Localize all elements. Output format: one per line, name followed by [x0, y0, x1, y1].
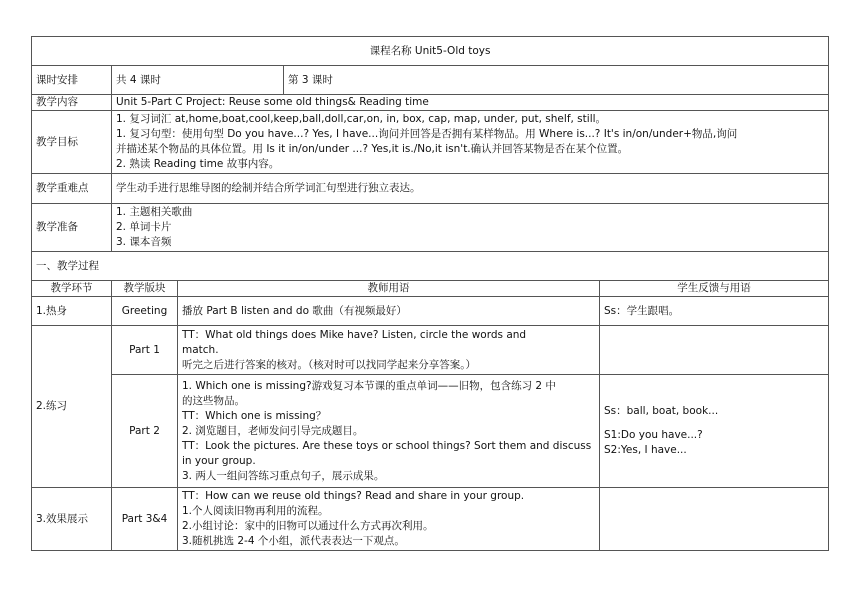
goal-line: 并描述某个物品的具体位置。用 Is it in/on/under ...? Yes,it is./No,it isn't.确认并回答某物是否在某个位置。 [116, 143, 629, 155]
teacher-line: 听完之后进行答案的核对。（核对时可以找同学起来分享答案。） [182, 358, 476, 371]
preparation-item: 1. 主题相关歌曲 [116, 206, 193, 218]
part1-teacher [178, 326, 600, 375]
show-stage: 3.效果展示 [32, 488, 112, 551]
goals-label: 教学目标 [32, 111, 112, 174]
header-section: 教学版块 [112, 281, 178, 297]
teacher-line: match. [182, 343, 219, 356]
header-student: 学生反馈与用语 [600, 281, 829, 297]
warmup-teacher: 播放 Part B listen and do 歌曲（有视频最好） [178, 297, 600, 326]
preparation-list [112, 204, 829, 252]
show-section: Part 3&4 [112, 488, 178, 551]
teacher-line: 2. 浏览题目，老师发问引导完成题目。 [182, 424, 364, 437]
part2-student [600, 375, 829, 488]
content-label: 教学内容 [32, 95, 112, 111]
lesson-plan-table [31, 36, 829, 551]
process-title: 一、教学过程 [32, 252, 829, 281]
student-line: S2:Yes, I have... [604, 444, 687, 456]
schedule-current: 第 3 课时 [284, 66, 829, 95]
teacher-line: TT：Look the pictures. Are these toys or school things? Sort them and discuss [182, 439, 592, 452]
key-points-text: 学生动手进行思维导图的绘制并结合所学词汇句型进行独立表达。 [112, 174, 829, 204]
header-teacher: 教师用语 [178, 281, 600, 297]
goal-line: 1. 复习句型：使用句型 Do you have...? Yes, I have...询问并回答是否拥有某样物品。用 Where is...? It's in/on/under+物品,询问 [116, 128, 738, 140]
goal-line: 2. 熟读 Reading time 故事内容。 [116, 158, 280, 170]
teacher-line: 3.随机挑选 2-4 个小组，派代表表达一下观点。 [182, 535, 405, 547]
teacher-line: 1.个人阅读旧物再利用的流程。 [182, 505, 329, 517]
schedule-total: 共 4 课时 [112, 66, 284, 95]
header-stage: 教学环节 [32, 281, 112, 297]
teacher-line: in your group. [182, 454, 256, 467]
preparation-item: 2. 单词卡片 [116, 221, 172, 233]
teacher-line: TT：How can we reuse old things? Read and share in your group. [182, 490, 525, 502]
part2-section: Part 2 [112, 375, 178, 488]
warmup-student: Ss：学生跟唱。 [600, 297, 829, 326]
student-line: Ss：ball, boat, book... [604, 405, 719, 417]
preparation-item: 3. 课本音频 [116, 236, 172, 248]
preparation-label: 教学准备 [32, 204, 112, 252]
teacher-line: 1. Which one is missing?游戏复习本节课的重点单词——旧物，包含练习 2 中 [182, 379, 556, 392]
goals-text [112, 111, 829, 174]
teacher-line: TT：Which one is missing？ [182, 409, 327, 422]
teacher-line: TT：What old things does Mike have? Listen, circle the words and [182, 328, 527, 341]
content-text: Unit 5-Part C Project: Reuse some old things& Reading time [112, 95, 829, 111]
course-title: 课程名称 Unit5-Old toys [32, 37, 829, 66]
warmup-section: Greeting [112, 297, 178, 326]
part2-teacher [178, 375, 600, 488]
practice-stage: 2.练习 [32, 326, 112, 488]
warmup-stage: 1.热身 [32, 297, 112, 326]
show-student [600, 488, 829, 551]
key-points-label: 教学重难点 [32, 174, 112, 204]
teacher-line: 3. 两人一组问答练习重点句子，展示成果。 [182, 469, 385, 482]
part1-student [600, 326, 829, 375]
teacher-line: 的这些物品。 [182, 394, 245, 407]
student-line: S1:Do you have...? [604, 429, 703, 441]
schedule-label: 课时安排 [32, 66, 112, 95]
teacher-line: 2.小组讨论：家中的旧物可以通过什么方式再次利用。 [182, 520, 434, 532]
goal-line: 1. 复习词汇 at,home,boat,cool,keep,ball,doll,car,on, in, box, cap, map, under, put, shelf, still。 [116, 113, 607, 125]
show-teacher [178, 488, 600, 551]
part1-section: Part 1 [112, 326, 178, 375]
